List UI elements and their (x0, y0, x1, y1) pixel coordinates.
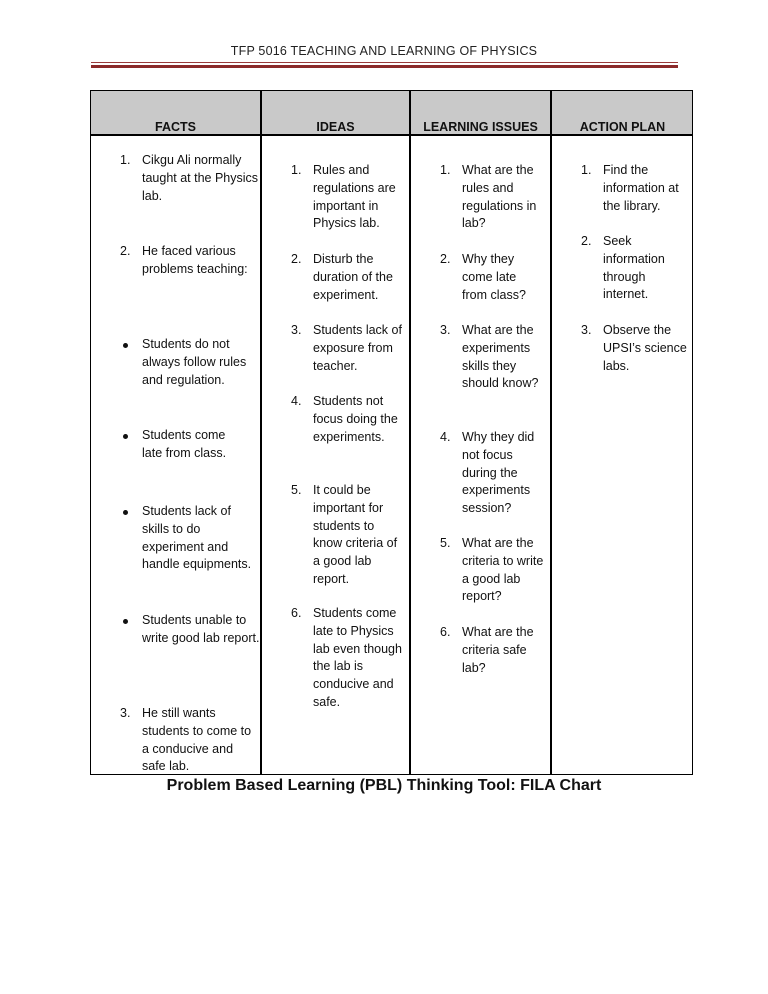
facts-item-text: Students come late from class. (142, 428, 227, 460)
list-marker: 1. (120, 153, 131, 167)
list-marker: 4. (291, 394, 302, 408)
col-divider-1 (260, 91, 262, 774)
column-header-facts: FACTS (155, 120, 196, 134)
bullet-icon (123, 510, 128, 515)
list-marker: 6. (291, 606, 302, 620)
learning-issues-item-text: What are the experiments skills they should know? (462, 323, 539, 391)
ideas-item-text: Students not focus doing the experiments. (313, 394, 398, 444)
learning-issues-item-text: Why they did not focus during the experiments session? (462, 430, 535, 516)
list-marker: 5. (291, 483, 302, 497)
ideas-item-text: Rules and regulations are important in Physics lab. (313, 163, 396, 231)
action-plan-item-text: Seek information through internet. (603, 234, 665, 302)
facts-item-text: He still wants students to come to a conducive and safe lab. (142, 706, 252, 774)
list-marker: 2. (120, 244, 131, 258)
bullet-icon (123, 619, 128, 624)
list-marker: 6. (440, 625, 451, 639)
list-marker: 3. (440, 323, 451, 337)
ideas-item-text: Students come late to Physics lab even though the lab is conducive and safe. (313, 606, 402, 709)
list-marker: 3. (291, 323, 302, 337)
action-plan-item-text: Observe the UPSI’s science labs. (603, 323, 687, 373)
page-header-title: TFP 5016 TEACHING AND LEARNING OF PHYSICS (230, 44, 538, 58)
column-header-learning-issues: LEARNING ISSUES (423, 120, 538, 134)
column-header-action-plan: ACTION PLAN (579, 120, 666, 134)
chart-caption: Problem Based Learning (PBL) Thinking Tool: FILA Chart (166, 777, 602, 794)
facts-item-text: Students lack of skills to do experiment and handle equipments. (142, 504, 252, 572)
learning-issues-item-text: What are the rules and regulations in lab? (462, 163, 537, 231)
list-marker: 1. (581, 163, 592, 177)
header-rule-thin (91, 62, 678, 63)
list-marker: 2. (581, 234, 592, 248)
list-marker: 3. (581, 323, 592, 337)
facts-item-text: Students unable to write good lab report. (142, 613, 260, 645)
fila-chart-table (90, 90, 693, 775)
action-plan-item-text: Find the information at the library. (603, 163, 679, 213)
ideas-item-text: It could be important for students to know criteria of a good lab report. (313, 483, 398, 586)
facts-item-text: He faced various problems teaching: (142, 244, 248, 276)
list-marker: 4. (440, 430, 451, 444)
column-header-ideas: IDEAS (316, 120, 355, 134)
bullet-icon (123, 343, 128, 348)
facts-item-text: Cikgu Ali normally taught at the Physics lab. (142, 153, 259, 203)
bullet-icon (123, 434, 128, 439)
header-rule-thick (91, 65, 678, 68)
learning-issues-item-text: What are the criteria safe lab? (462, 625, 534, 675)
list-marker: 1. (440, 163, 451, 177)
list-marker: 5. (440, 536, 451, 550)
learning-issues-item-text: What are the criteria to write a good lab report? (462, 536, 544, 604)
ideas-item-text: Disturb the duration of the experiment. (313, 252, 393, 302)
list-marker: 3. (120, 706, 131, 720)
ideas-item-text: Students lack of exposure from teacher. (313, 323, 402, 373)
facts-item-text: Students do not always follow rules and regulation. (142, 337, 247, 387)
list-marker: 1. (291, 163, 302, 177)
list-marker: 2. (291, 252, 302, 266)
learning-issues-item-text: Why they come late from class? (462, 252, 526, 302)
list-marker: 2. (440, 252, 451, 266)
